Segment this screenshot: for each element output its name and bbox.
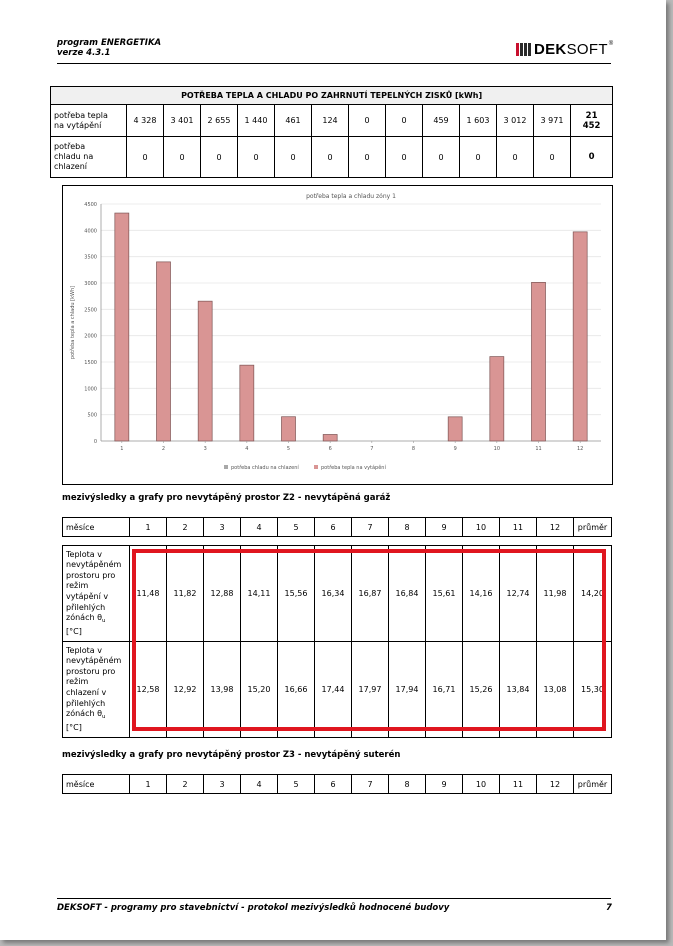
legend-swatch-heating <box>314 465 318 469</box>
month-header-cell: 6 <box>315 518 352 537</box>
table-cell: 0 <box>349 105 386 137</box>
month-header-cell: 12 <box>537 518 574 537</box>
month-header-cell: 8 <box>389 518 426 537</box>
table-row <box>63 775 612 794</box>
table-cell: 13,08 <box>537 642 574 738</box>
table-cell: 3 971 <box>534 105 571 137</box>
table-row <box>63 518 612 537</box>
bar-heating <box>115 213 129 441</box>
average-header-cell: průměr <box>574 518 612 537</box>
table-cell: 11,48 <box>130 546 167 642</box>
table-cell: 0 <box>497 137 534 178</box>
demand-bar-chart <box>63 186 612 484</box>
x-tick-label: 4 <box>245 446 249 452</box>
x-tick-label: 10 <box>493 446 501 452</box>
x-tick-label: 5 <box>286 446 291 452</box>
month-header-cell: 4 <box>241 518 278 537</box>
month-header-cell: 2 <box>167 775 204 794</box>
table-cell: 16,66 <box>278 642 315 738</box>
table-cell: 0 <box>275 137 312 178</box>
table-cell: 0 <box>386 105 423 137</box>
logo-bar <box>520 43 523 56</box>
month-header-cell: 10 <box>463 775 500 794</box>
y-tick-label: 1500 <box>84 360 97 366</box>
table-cell: 12,92 <box>167 642 204 738</box>
month-header-cell: 8 <box>389 775 426 794</box>
month-header-cell: 5 <box>278 775 315 794</box>
table-cell: 16,71 <box>426 642 463 738</box>
bar-heating <box>240 365 254 441</box>
month-header-cell: 1 <box>130 518 167 537</box>
months-header-table-z2 <box>62 517 612 537</box>
month-header-cell: 10 <box>463 518 500 537</box>
legend-label-heating: potřeba tepla na vytápění <box>321 465 386 471</box>
legend-label-cooling: potřeba chladu na chlazení <box>231 465 299 471</box>
average-header-cell: průměr <box>574 775 612 794</box>
bar-heating <box>448 417 462 441</box>
header-rule <box>57 63 611 64</box>
table-cell: 0 <box>238 137 275 178</box>
table-cell: 12,74 <box>500 546 537 642</box>
bar-heating <box>282 417 296 441</box>
total-cell: 0 <box>571 137 613 178</box>
chart-frame <box>62 185 613 485</box>
y-tick-label: 0 <box>93 439 97 445</box>
logo-bars-icon <box>516 43 531 56</box>
chart-title: potřeba tepla a chladu zóny 1 <box>306 193 396 200</box>
total-cell: 21 452 <box>571 105 613 137</box>
y-tick-label: 1000 <box>84 386 97 393</box>
table-cell: 0 <box>349 137 386 178</box>
table-cell: 0 <box>386 137 423 178</box>
legend-swatch-cooling <box>224 465 228 469</box>
y-tick-label: 500 <box>87 412 97 419</box>
table-cell: 4 328 <box>127 105 164 137</box>
months-header-table-z3 <box>62 774 612 794</box>
average-cell: 14,20 <box>574 546 612 642</box>
row-label-heating: potřeba tepla na vytápění <box>51 105 127 137</box>
table-cell: 459 <box>423 105 460 137</box>
table-cell: 17,94 <box>389 642 426 738</box>
month-header-cell: 3 <box>204 775 241 794</box>
month-header-cell: 11 <box>500 775 537 794</box>
table-title: POTŘEBA TEPLA A CHLADU PO ZAHRNUTÍ TEPELNÝCH ZISKŮ [kWh] <box>51 87 613 105</box>
y-axis-label: potřeba tepla a chladu [kWh] <box>70 285 76 360</box>
average-cell: 15,30 <box>574 642 612 738</box>
table-cell: 12,58 <box>130 642 167 738</box>
table-cell: 0 <box>201 137 238 178</box>
program-version: verze 4.3.1 <box>57 48 111 58</box>
x-tick-label: 3 <box>203 446 207 452</box>
table-row <box>51 105 613 137</box>
logo-text: DEKSOFT® <box>534 40 614 58</box>
table-cell: 12,88 <box>204 546 241 642</box>
x-tick-label: 11 <box>535 446 542 452</box>
footer-text: DEKSOFT - programy pro stavebnictví - protokol mezivýsledků hodnocené budovy <box>57 903 450 913</box>
bar-heating <box>323 434 337 441</box>
x-tick-label: 2 <box>161 446 166 452</box>
table-row <box>51 137 613 178</box>
highlight-box <box>132 549 606 731</box>
months-label: měsíce <box>63 775 130 794</box>
y-tick-label: 4000 <box>84 228 97 235</box>
table-cell: 17,44 <box>315 642 352 738</box>
table-cell: 0 <box>127 137 164 178</box>
table-cell: 13,98 <box>204 642 241 738</box>
month-header-cell: 5 <box>278 518 315 537</box>
footer-rule <box>57 898 611 899</box>
section-title-z3: mezivýsledky a grafy pro nevytápěný prostor Z3 - nevytápěný suterén <box>62 750 401 760</box>
bar-heating <box>573 232 587 441</box>
table-cell: 0 <box>534 137 571 178</box>
month-header-cell: 7 <box>352 775 389 794</box>
table-cell: 0 <box>312 137 349 178</box>
table-cell: 0 <box>460 137 497 178</box>
y-tick-label: 4500 <box>84 202 97 208</box>
month-header-cell: 9 <box>426 775 463 794</box>
table-cell: 15,61 <box>426 546 463 642</box>
page-number: 7 <box>606 903 612 913</box>
table-cell: 0 <box>164 137 201 178</box>
table-cell: 14,11 <box>241 546 278 642</box>
x-tick-label: 8 <box>411 446 416 452</box>
bar-heating <box>490 357 504 441</box>
bar-heating <box>532 282 546 441</box>
table-cell: 3 401 <box>164 105 201 137</box>
table-cell: 16,34 <box>315 546 352 642</box>
row-label-temp-cooling: Teplota v nevytápěném prostoru pro režim chlazení v přilehlých zónách $\theta_u$ [°C] <box>63 642 130 738</box>
table-cell: 1 603 <box>460 105 497 137</box>
bar-heating <box>198 301 212 441</box>
month-header-cell: 1 <box>130 775 167 794</box>
month-header-cell: 11 <box>500 518 537 537</box>
x-tick-label: 6 <box>328 446 332 452</box>
table-cell: 16,87 <box>352 546 389 642</box>
table-cell: 3 012 <box>497 105 534 137</box>
table-cell: 11,82 <box>167 546 204 642</box>
table-cell: 0 <box>423 137 460 178</box>
y-tick-label: 3000 <box>84 281 97 287</box>
x-tick-label: 9 <box>453 446 457 452</box>
y-tick-label: 2500 <box>84 307 97 314</box>
table-cell: 2 655 <box>201 105 238 137</box>
y-tick-label: 2000 <box>84 333 97 340</box>
row-label-temp-heating: Teplota v nevytápěném prostoru pro režim vytápění v přilehlých zónách $\theta_u$ [°C] <box>63 546 130 642</box>
table-cell: 16,84 <box>389 546 426 642</box>
logo-bar <box>524 43 527 56</box>
month-header-cell: 6 <box>315 775 352 794</box>
table-cell: 13,84 <box>500 642 537 738</box>
section-title-z2: mezivýsledky a grafy pro nevytápěný prostor Z2 - nevytápěná garáž <box>62 493 391 503</box>
table-cell: 17,97 <box>352 642 389 738</box>
program-header <box>57 38 161 58</box>
heat-cool-demand-table <box>50 86 613 178</box>
table-cell: 124 <box>312 105 349 137</box>
month-header-cell: 9 <box>426 518 463 537</box>
logo-bar <box>528 43 531 56</box>
table-cell: 1 440 <box>238 105 275 137</box>
program-name: program ENERGETIKA <box>57 38 162 48</box>
table-cell: 15,56 <box>278 546 315 642</box>
table-cell: 15,20 <box>241 642 278 738</box>
x-tick-label: 1 <box>120 446 124 452</box>
month-header-cell: 12 <box>537 775 574 794</box>
y-tick-label: 3500 <box>84 254 97 261</box>
table-cell: 11,98 <box>537 546 574 642</box>
month-header-cell: 4 <box>241 775 278 794</box>
table-cell: 15,26 <box>463 642 500 738</box>
row-label-cooling: potřeba chladu na chlazení <box>51 137 127 178</box>
table-cell: 14,16 <box>463 546 500 642</box>
months-label: měsíce <box>63 518 130 537</box>
month-header-cell: 7 <box>352 518 389 537</box>
deksoft-logo <box>516 41 614 57</box>
month-header-cell: 2 <box>167 518 204 537</box>
table-cell: 461 <box>275 105 312 137</box>
x-tick-label: 7 <box>370 446 374 452</box>
x-tick-label: 12 <box>576 446 584 452</box>
logo-bar <box>516 43 519 56</box>
bar-heating <box>157 262 171 441</box>
month-header-cell: 3 <box>204 518 241 537</box>
